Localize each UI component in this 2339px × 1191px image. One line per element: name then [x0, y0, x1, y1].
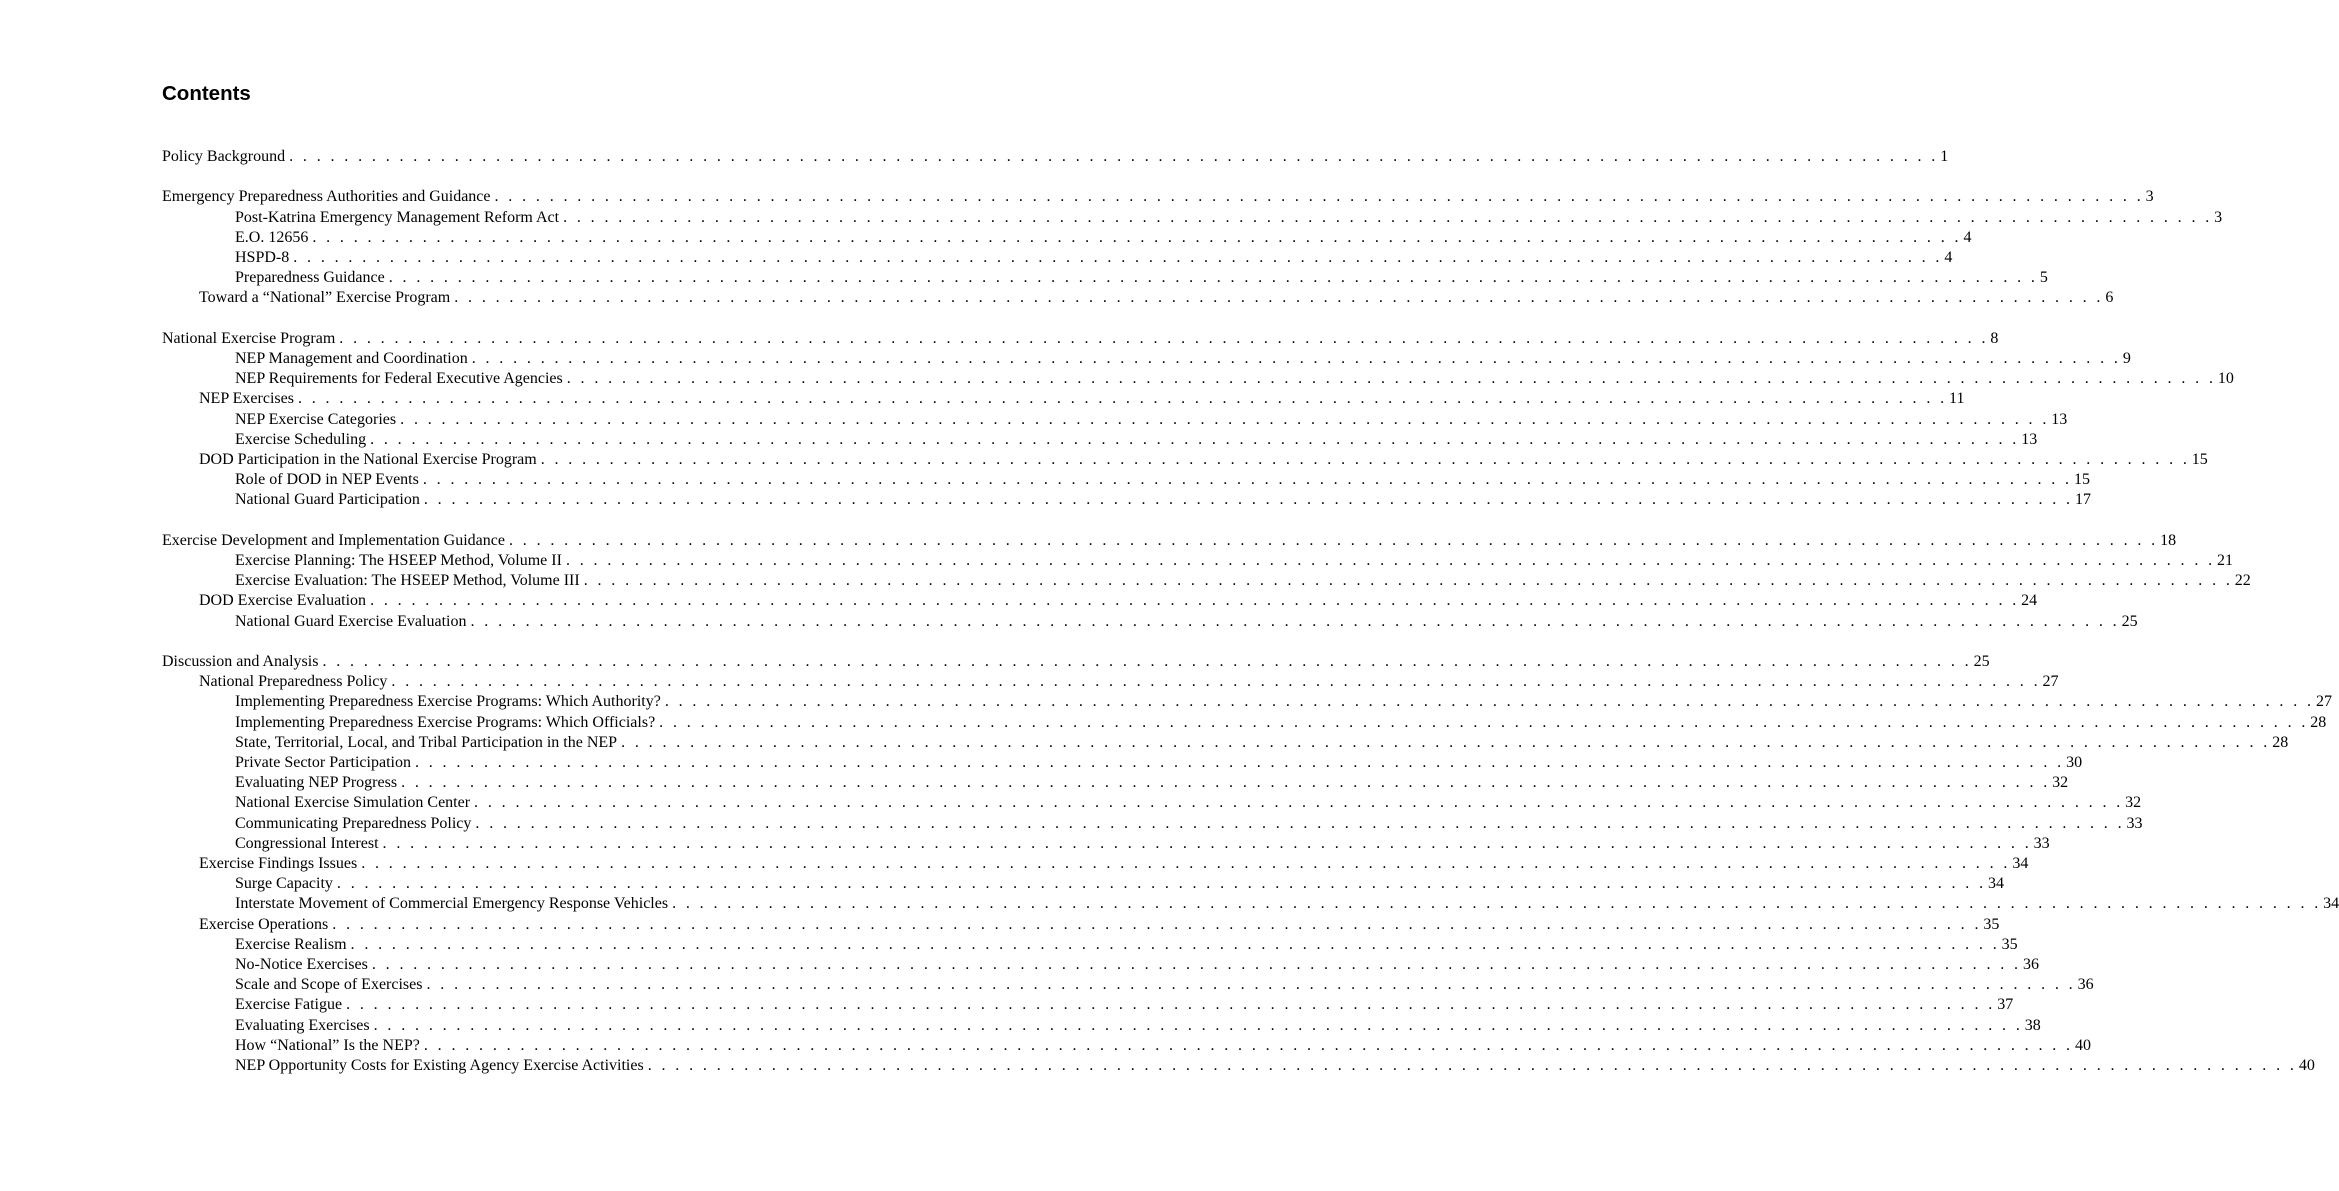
- toc-entry[interactable]: [235, 248, 1953, 268]
- toc-entry-title: Policy Background: [162, 148, 286, 165]
- toc-entry-page-number: 9: [2122, 350, 2131, 367]
- toc-entry-title: Implementing Preparedness Exercise Programs: Which Authority?: [235, 693, 661, 711]
- toc-entry[interactable]: [235, 874, 2005, 894]
- dot-leader: . . . . . . . . . . . . . . . . . . . . . . . . . . . . . . . . . . . . . . . . . . . . . . . . . . . . . . . . . . . . . . . . . . . . . . . . . . . . . . . . . . . . . . . . . . . . . . . . . . . . . . . . . . . . . . . . . . . . . . . .: [422, 471, 2072, 489]
- toc-entry[interactable]: [235, 410, 2068, 430]
- toc-entry-page-number: 6: [2105, 289, 2114, 307]
- dot-leader: . . . . . . . . . . . . . . . . . . . . . . . . . . . . . . . . . . . . . . . . . . . . . . . . . . . . . . . . . . . . . . . . . . . . . . . . . . . . . . . . . . . . . . . . . . . . . . . . . . . . . . . . . . . . . . . . . . . . . . . .: [312, 228, 1962, 246]
- toc-entry[interactable]: [235, 975, 2094, 995]
- toc-entry-title: Exercise Development and Implementation Guidance: [162, 531, 505, 549]
- toc-entry-title: National Exercise Program: [162, 329, 336, 347]
- dot-leader: . . . . . . . . . . . . . . . . . . . . . . . . . . . . . . . . . . . . . . . . . . . . . . . . . . . . . . . . . . . . . . . . . . . . . . . . . . . . . . . . . . . . . . . . . . . . . . . . . . . . . . . . . . . . . . . . . . . . . . . .: [563, 208, 2213, 226]
- toc-entry[interactable]: [235, 571, 2251, 591]
- toc-entry[interactable]: [162, 187, 2154, 207]
- toc-entry[interactable]: [235, 834, 2050, 854]
- toc-entry-title: Preparedness Guidance: [235, 269, 385, 287]
- toc-entry-page-number: 40: [2074, 1036, 2091, 1054]
- toc-entry-title: Exercise Evaluation: The HSEEP Method, Volume III: [235, 572, 580, 590]
- toc-entry-page-number: 15: [2191, 451, 2208, 468]
- dot-leader: . . . . . . . . . . . . . . . . . . . . . . . . . . . . . . . . . . . . . . . . . . . . . . . . . . . . . . . . . . . . . . . . . . . . . . . . . . . . . . . . . . . . . . . . . . . . . . . . . . . . . . . . . . . . . . . . . . . . . . . .: [659, 713, 2309, 731]
- dot-leader: . . . . . . . . . . . . . . . . . . . . . . . . . . . . . . . . . . . . . . . . . . . . . . . . . . . . . . . . . . . . . . . . . . . . . . . . . . . . . . . . . . . . . . . . . . . . . . . . . . . . . . . . . . . . . . . . . . . . . . . .: [388, 269, 2038, 287]
- dot-leader: . . . . . . . . . . . . . . . . . . . . . . . . . . . . . . . . . . . . . . . . . . . . . . . . . . . . . . . . . . . . . . . . . . . . . . . . . . . . . . . . . . . . . . . . . . . . . . . . . . . . . . . . . . . . . . . . . . . . . . . .: [470, 612, 2120, 630]
- toc-entry[interactable]: [235, 995, 2014, 1015]
- toc-entry-page-number: 10: [2217, 370, 2234, 388]
- toc-entry-page-number: 37: [1997, 996, 2014, 1014]
- toc-entry[interactable]: [235, 1016, 2041, 1036]
- toc-entry-title: National Guard Exercise Evaluation: [235, 612, 467, 630]
- toc-entry[interactable]: [199, 288, 2114, 308]
- toc-entry[interactable]: [162, 652, 1990, 672]
- toc-entry[interactable]: [235, 692, 2332, 712]
- toc-entry-page-number: 17: [2074, 491, 2091, 509]
- dot-leader: . . . . . . . . . . . . . . . . . . . . . . . . . . . . . . . . . . . . . . . . . . . . . . . . . . . . . . . . . . . . . . . . . . . . . . . . . . . . . . . . . . . . . . . . . . . . . . . . . . . . . . . . . . . . . . . . . . . . . . . .: [361, 855, 2011, 872]
- dot-leader: . . . . . . . . . . . . . . . . . . . . . . . . . . . . . . . . . . . . . . . . . . . . . . . . . . . . . . . . . . . . . . . . . . . . . . . . . . . . . . . . . . . . . . . . . . . . . . . . . . . . . . . . . . . . . . . . . . . . . . . .: [336, 875, 1987, 893]
- toc-entry-page-number: 33: [2126, 814, 2143, 832]
- toc-entry[interactable]: [162, 329, 1999, 349]
- toc-entry-title: NEP Exercise Categories: [235, 410, 397, 428]
- toc-entry-page-number: 27: [2315, 693, 2332, 711]
- toc-entry-page-number: 32: [2052, 774, 2069, 792]
- toc-entry-title: Evaluating Exercises: [235, 1016, 370, 1034]
- toc-entry[interactable]: [199, 450, 2208, 470]
- toc-entry-title: Surge Capacity: [235, 875, 333, 893]
- toc-entry-title: NEP Opportunity Costs for Existing Agency Exercise Activities: [235, 1057, 644, 1074]
- toc-entry[interactable]: [235, 551, 2234, 571]
- toc-entry-title: Toward a “National” Exercise Program: [199, 289, 451, 307]
- dot-leader: . . . . . . . . . . . . . . . . . . . . . . . . . . . . . . . . . . . . . . . . . . . . . . . . . . . . . . . . . . . . . . . . . . . . . . . . . . . . . . . . . . . . . . . . . . . . . . . . . . . . . . . . . . . . . . . . . . . . . . . .: [454, 289, 2104, 307]
- dot-leader: . . . . . . . . . . . . . . . . . . . . . . . . . . . . . . . . . . . . . . . . . . . . . . . . . . . . . . . . . . . . . . . . . . . . . . . . . . . . . . . . . . . . . . . . . . . . . . . . . . . . . . . . . . . . . . . . . . . . . . . .: [414, 754, 2065, 771]
- dot-leader: . . . . . . . . . . . . . . . . . . . . . . . . . . . . . . . . . . . . . . . . . . . . . . . . . . . . . . . . . . . . . . . . . . . . . . . . . . . . . . . . . . . . . . . . . . . . . . . . . . . . . . . . . . . . . . . . . . . . . . . .: [508, 531, 2159, 549]
- toc-entry-title: Private Sector Participation: [235, 754, 411, 771]
- toc-entry-title: Emergency Preparedness Authorities and Guidance: [162, 188, 491, 206]
- dot-leader: . . . . . . . . . . . . . . . . . . . . . . . . . . . . . . . . . . . . . . . . . . . . . . . . . . . . . . . . . . . . . . . . . . . . . . . . . . . . . . . . . . . . . . . . . . . . . . . . . . . . . . . . . . . . . . . . . . . . . . . .: [423, 491, 2073, 509]
- toc-entry[interactable]: [235, 430, 2038, 450]
- toc-entry[interactable]: [235, 490, 2091, 510]
- dot-leader: . . . . . . . . . . . . . . . . . . . . . . . . . . . . . . . . . . . . . . . . . . . . . . . . . . . . . . . . . . . . . . . . . . . . . . . . . . . . . . . . . . . . . . . . . . . . . . . . . . . . . . . . . . . . . . . . . . . . . . . .: [423, 1036, 2073, 1054]
- toc-entry-title: HSPD-8: [235, 249, 290, 266]
- toc-entry[interactable]: [199, 672, 2059, 692]
- toc-entry-page-number: 15: [2073, 471, 2090, 489]
- dot-leader: . . . . . . . . . . . . . . . . . . . . . . . . . . . . . . . . . . . . . . . . . . . . . . . . . . . . . . . . . . . . . . . . . . . . . . . . . . . . . . . . . . . . . . . . . . . . . . . . . . . . . . . . . . . . . . . . . . . . . . . .: [297, 390, 1948, 408]
- toc-entry-page-number: 13: [2021, 430, 2038, 448]
- toc-entry-title: State, Territorial, Local, and Tribal Participation in the NEP: [235, 733, 618, 751]
- dot-leader: . . . . . . . . . . . . . . . . . . . . . . . . . . . . . . . . . . . . . . . . . . . . . . . . . . . . . . . . . . . . . . . . . . . . . . . . . . . . . . . . . . . . . . . . . . . . . . . . . . . . . . . . . . . . . . . . . . . . . . . .: [621, 733, 2271, 751]
- dot-leader: . . . . . . . . . . . . . . . . . . . . . . . . . . . . . . . . . . . . . . . . . . . . . . . . . . . . . . . . . . . . . . . . . . . . . . . . . . . . . . . . . . . . . . . . . . . . . . . . . . . . . . . . . . . . . . . . . . . . . . . .: [370, 592, 2020, 610]
- toc-entry[interactable]: [235, 268, 2048, 288]
- toc-entry-page-number: 3: [2145, 188, 2154, 206]
- dot-leader: . . . . . . . . . . . . . . . . . . . . . . . . . . . . . . . . . . . . . . . . . . . . . . . . . . . . . . . . . . . . . . . . . . . . . . . . . . . . . . . . . . . . . . . . . . . . . . . . . . . . . . . . . . . . . . . . . . . . . . . .: [346, 996, 1996, 1014]
- toc-entry[interactable]: [199, 389, 1965, 409]
- dot-leader: . . . . . . . . . . . . . . . . . . . . . . . . . . . . . . . . . . . . . . . . . . . . . . . . . . . . . . . . . . . . . . . . . . . . . . . . . . . . . . . . . . . . . . . . . . . . . . . . . . . . . . . . . . . . . . . . . . . . . . . .: [647, 1057, 2297, 1074]
- toc-entry-title: National Exercise Simulation Center: [235, 794, 471, 812]
- toc-entry-title: No-Notice Exercises: [235, 956, 368, 973]
- toc-entry-page-number: 4: [1944, 249, 1953, 266]
- toc-entry[interactable]: [235, 793, 2142, 813]
- dot-leader: . . . . . . . . . . . . . . . . . . . . . . . . . . . . . . . . . . . . . . . . . . . . . . . . . . . . . . . . . . . . . . . . . . . . . . . . . . . . . . . . . . . . . . . . . . . . . . . . . . . . . . . . . . . . . . . . . . . . . . . .: [339, 329, 1989, 347]
- toc-entry-page-number: 28: [2310, 713, 2327, 731]
- toc-entry-page-number: 32: [2125, 794, 2142, 812]
- toc-entry-page-number: 25: [2121, 612, 2138, 630]
- dot-leader: . . . . . . . . . . . . . . . . . . . . . . . . . . . . . . . . . . . . . . . . . . . . . . . . . . . . . . . . . . . . . . . . . . . . . . . . . . . . . . . . . . . . . . . . . . . . . . . . . . . . . . . . . . . . . . . . . . . . . . . .: [664, 693, 2314, 711]
- dot-leader: . . . . . . . . . . . . . . . . . . . . . . . . . . . . . . . . . . . . . . . . . . . . . . . . . . . . . . . . . . . . . . . . . . . . . . . . . . . . . . . . . . . . . . . . . . . . . . . . . . . . . . . . . . . . . . . . . . . . . . . .: [370, 430, 2020, 448]
- toc-entry[interactable]: [235, 228, 1972, 248]
- toc-entry[interactable]: [235, 1036, 2091, 1056]
- dot-leader: . . . . . . . . . . . . . . . . . . . . . . . . . . . . . . . . . . . . . . . . . . . . . . . . . . . . . . . . . . . . . . . . . . . . . . . . . . . . . . . . . . . . . . . . . . . . . . . . . . . . . . . . . . . . . . . . . . . . . . . .: [322, 653, 1972, 670]
- toc-entry-title: How “National” Is the NEP?: [235, 1036, 420, 1054]
- dot-leader: . . . . . . . . . . . . . . . . . . . . . . . . . . . . . . . . . . . . . . . . . . . . . . . . . . . . . . . . . . . . . . . . . . . . . . . . . . . . . . . . . . . . . . . . . . . . . . . . . . . . . . . . . . . . . . . . . . . . . . . .: [474, 794, 2124, 812]
- toc-entry-title: NEP Exercises: [199, 390, 294, 408]
- toc-entry-page-number: 8: [1990, 329, 1999, 347]
- toc-entry-title: E.O. 12656: [235, 228, 309, 246]
- toc-entry-title: NEP Management and Coordination: [235, 350, 468, 367]
- toc-entry[interactable]: [162, 531, 2177, 551]
- dot-leader: . . . . . . . . . . . . . . . . . . . . . . . . . . . . . . . . . . . . . . . . . . . . . . . . . . . . . . . . . . . . . . . . . . . . . . . . . . . . . . . . . . . . . . . . . . . . . . . . . . . . . . . . . . . . . . . . . . . . . . . .: [494, 188, 2144, 206]
- toc-entry-title: Discussion and Analysis: [162, 653, 319, 670]
- contents-heading: Contents: [162, 82, 251, 105]
- toc-entry[interactable]: [235, 612, 2138, 632]
- toc-entry[interactable]: [235, 713, 2327, 733]
- toc-entry-page-number: 18: [2160, 531, 2177, 549]
- toc-entry-page-number: 35: [2001, 935, 2018, 953]
- dot-leader: . . . . . . . . . . . . . . . . . . . . . . . . . . . . . . . . . . . . . . . . . . . . . . . . . . . . . . . . . . . . . . . . . . . . . . . . . . . . . . . . . . . . . . . . . . . . . . . . . . . . . . . . . . . . . . . . . . . . . . . .: [400, 410, 2050, 428]
- dot-leader: . . . . . . . . . . . . . . . . . . . . . . . . . . . . . . . . . . . . . . . . . . . . . . . . . . . . . . . . . . . . . . . . . . . . . . . . . . . . . . . . . . . . . . . . . . . . . . . . . . . . . . . . . . . . . . . . . . . . . . . .: [371, 956, 2021, 973]
- dot-leader: . . . . . . . . . . . . . . . . . . . . . . . . . . . . . . . . . . . . . . . . . . . . . . . . . . . . . . . . . . . . . . . . . . . . . . . . . . . . . . . . . . . . . . . . . . . . . . . . . . . . . . . . . . . . . . . . . . . . . . . .: [471, 350, 2121, 367]
- toc-entry-page-number: 21: [2217, 552, 2234, 569]
- toc-entry[interactable]: [235, 773, 2069, 793]
- toc-entry-page-number: 3: [2214, 208, 2223, 226]
- toc-entry-page-number: 11: [1949, 390, 1965, 408]
- toc-entry-page-number: 34: [1988, 875, 2005, 893]
- toc-entry[interactable]: [235, 814, 2143, 834]
- toc-entry-page-number: 30: [2066, 754, 2083, 771]
- toc-entry-page-number: 34: [2012, 855, 2029, 872]
- toc-entry[interactable]: [235, 470, 2090, 490]
- dot-leader: . . . . . . . . . . . . . . . . . . . . . . . . . . . . . . . . . . . . . . . . . . . . . . . . . . . . . . . . . . . . . . . . . . . . . . . . . . . . . . . . . . . . . . . . . . . . . . . . . . . . . . . . . . . . . . . . . . . . . . . .: [350, 935, 2000, 953]
- toc-entry-page-number: 35: [1983, 915, 2000, 933]
- toc-entry[interactable]: [235, 1056, 2315, 1076]
- toc-entry-page-number: 36: [2022, 956, 2039, 973]
- toc-entry-title: Congressional Interest: [235, 834, 379, 852]
- dot-leader: . . . . . . . . . . . . . . . . . . . . . . . . . . . . . . . . . . . . . . . . . . . . . . . . . . . . . . . . . . . . . . . . . . . . . . . . . . . . . . . . . . . . . . . . . . . . . . . . . . . . . . . . . . . . . . . . . . . . . . . .: [391, 673, 2041, 691]
- toc-entry[interactable]: [235, 894, 2339, 914]
- dot-leader: . . . . . . . . . . . . . . . . . . . . . . . . . . . . . . . . . . . . . . . . . . . . . . . . . . . . . . . . . . . . . . . . . . . . . . . . . . . . . . . . . . . . . . . . . . . . . . . . . . . . . . . . . . . . . . . . . . . . . . . .: [401, 774, 2051, 792]
- toc-entry-page-number: 13: [2051, 410, 2068, 428]
- dot-leader: . . . . . . . . . . . . . . . . . . . . . . . . . . . . . . . . . . . . . . . . . . . . . . . . . . . . . . . . . . . . . . . . . . . . . . . . . . . . . . . . . . . . . . . . . . . . . . . . . . . . . . . . . . . . . . . . . . . . . . . .: [672, 895, 2322, 913]
- toc-entry-page-number: 28: [2272, 733, 2289, 751]
- toc-entry-title: Role of DOD in NEP Events: [235, 471, 419, 489]
- toc-entry-page-number: 33: [2033, 834, 2050, 852]
- toc-entry-page-number: 25: [1973, 653, 1990, 670]
- toc-entry-title: Interstate Movement of Commercial Emergency Response Vehicles: [235, 895, 669, 913]
- toc-entry-title: Communicating Preparedness Policy: [235, 814, 472, 832]
- toc-entry-title: DOD Participation in the National Exercise Program: [199, 451, 537, 468]
- toc-entry[interactable]: [235, 369, 2234, 389]
- toc-entry-title: Implementing Preparedness Exercise Programs: Which Officials?: [235, 713, 656, 731]
- toc-entry-title: Scale and Scope of Exercises: [235, 976, 423, 994]
- toc-entry-page-number: 22: [2234, 572, 2251, 590]
- toc-entry-title: Exercise Scheduling: [235, 430, 367, 448]
- toc-entry-page-number: 4: [1963, 228, 1972, 246]
- toc-entry[interactable]: [235, 208, 2223, 228]
- toc-entry[interactable]: [199, 915, 2000, 935]
- dot-leader: . . . . . . . . . . . . . . . . . . . . . . . . . . . . . . . . . . . . . . . . . . . . . . . . . . . . . . . . . . . . . . . . . . . . . . . . . . . . . . . . . . . . . . . . . . . . . . . . . . . . . . . . . . . . . . . . . . . . . . . .: [583, 572, 2233, 590]
- toc-entry-title: NEP Requirements for Federal Executive Agencies: [235, 370, 563, 388]
- toc-entry-title: Exercise Operations: [199, 915, 329, 933]
- toc-entry[interactable]: [199, 591, 2038, 611]
- toc-entry[interactable]: [162, 147, 1949, 167]
- dot-leader: . . . . . . . . . . . . . . . . . . . . . . . . . . . . . . . . . . . . . . . . . . . . . . . . . . . . . . . . . . . . . . . . . . . . . . . . . . . . . . . . . . . . . . . . . . . . . . . . . . . . . . . . . . . . . . . . . . . . . . . .: [426, 976, 2076, 994]
- toc-entry-page-number: 5: [2039, 269, 2048, 287]
- toc-entry-title: Exercise Findings Issues: [199, 855, 358, 872]
- dot-leader: . . . . . . . . . . . . . . . . . . . . . . . . . . . . . . . . . . . . . . . . . . . . . . . . . . . . . . . . . . . . . . . . . . . . . . . . . . . . . . . . . . . . . . . . . . . . . . . . . . . . . . . . . . . . . . . . . . . . . . . .: [540, 451, 2190, 468]
- toc-entry-page-number: 36: [2077, 976, 2094, 994]
- toc-entry-title: National Preparedness Policy: [199, 673, 388, 691]
- toc-entry-page-number: 38: [2024, 1016, 2041, 1034]
- toc-entry[interactable]: [199, 854, 2029, 874]
- toc-entry-title: Exercise Fatigue: [235, 996, 343, 1014]
- dot-leader: . . . . . . . . . . . . . . . . . . . . . . . . . . . . . . . . . . . . . . . . . . . . . . . . . . . . . . . . . . . . . . . . . . . . . . . . . . . . . . . . . . . . . . . . . . . . . . . . . . . . . . . . . . . . . . . . . . . . . . . .: [475, 814, 2125, 832]
- toc-entry-title: National Guard Participation: [235, 491, 420, 509]
- dot-leader: . . . . . . . . . . . . . . . . . . . . . . . . . . . . . . . . . . . . . . . . . . . . . . . . . . . . . . . . . . . . . . . . . . . . . . . . . . . . . . . . . . . . . . . . . . . . . . . . . . . . . . . . . . . . . . . . . . . . . . . .: [332, 915, 1982, 933]
- toc-entry-title: Exercise Realism: [235, 935, 347, 953]
- toc-entry-page-number: 40: [2298, 1057, 2315, 1074]
- toc-entry-title: Post-Katrina Emergency Management Reform Act: [235, 208, 560, 226]
- toc-entry[interactable]: [235, 935, 2018, 955]
- dot-leader: . . . . . . . . . . . . . . . . . . . . . . . . . . . . . . . . . . . . . . . . . . . . . . . . . . . . . . . . . . . . . . . . . . . . . . . . . . . . . . . . . . . . . . . . . . . . . . . . . . . . . . . . . . . . . . . . . . . . . . . .: [565, 552, 2216, 569]
- toc-entry[interactable]: [235, 349, 2131, 369]
- dot-leader: . . . . . . . . . . . . . . . . . . . . . . . . . . . . . . . . . . . . . . . . . . . . . . . . . . . . . . . . . . . . . . . . . . . . . . . . . . . . . . . . . . . . . . . . . . . . . . . . . . . . . . . . . . . . . . . . . . . . . . . .: [289, 148, 1939, 165]
- toc-entry[interactable]: [235, 753, 2083, 773]
- toc-entry-title: DOD Exercise Evaluation: [199, 592, 367, 610]
- toc-entry-page-number: 1: [1940, 148, 1949, 165]
- dot-leader: . . . . . . . . . . . . . . . . . . . . . . . . . . . . . . . . . . . . . . . . . . . . . . . . . . . . . . . . . . . . . . . . . . . . . . . . . . . . . . . . . . . . . . . . . . . . . . . . . . . . . . . . . . . . . . . . . . . . . . . .: [293, 249, 1943, 266]
- toc-entry-page-number: 27: [2042, 673, 2059, 691]
- toc-entry[interactable]: [235, 733, 2289, 753]
- toc-entry[interactable]: [235, 955, 2039, 975]
- toc-entry-title: Evaluating NEP Progress: [235, 774, 398, 792]
- dot-leader: . . . . . . . . . . . . . . . . . . . . . . . . . . . . . . . . . . . . . . . . . . . . . . . . . . . . . . . . . . . . . . . . . . . . . . . . . . . . . . . . . . . . . . . . . . . . . . . . . . . . . . . . . . . . . . . . . . . . . . . .: [373, 1016, 2023, 1034]
- toc-entry-page-number: 34: [2323, 895, 2339, 913]
- dot-leader: . . . . . . . . . . . . . . . . . . . . . . . . . . . . . . . . . . . . . . . . . . . . . . . . . . . . . . . . . . . . . . . . . . . . . . . . . . . . . . . . . . . . . . . . . . . . . . . . . . . . . . . . . . . . . . . . . . . . . . . .: [566, 370, 2216, 388]
- dot-leader: . . . . . . . . . . . . . . . . . . . . . . . . . . . . . . . . . . . . . . . . . . . . . . . . . . . . . . . . . . . . . . . . . . . . . . . . . . . . . . . . . . . . . . . . . . . . . . . . . . . . . . . . . . . . . . . . . . . . . . . .: [382, 834, 2032, 852]
- toc-entry-page-number: 24: [2021, 592, 2038, 610]
- toc-entry-title: Exercise Planning: The HSEEP Method, Volume II: [235, 552, 562, 569]
